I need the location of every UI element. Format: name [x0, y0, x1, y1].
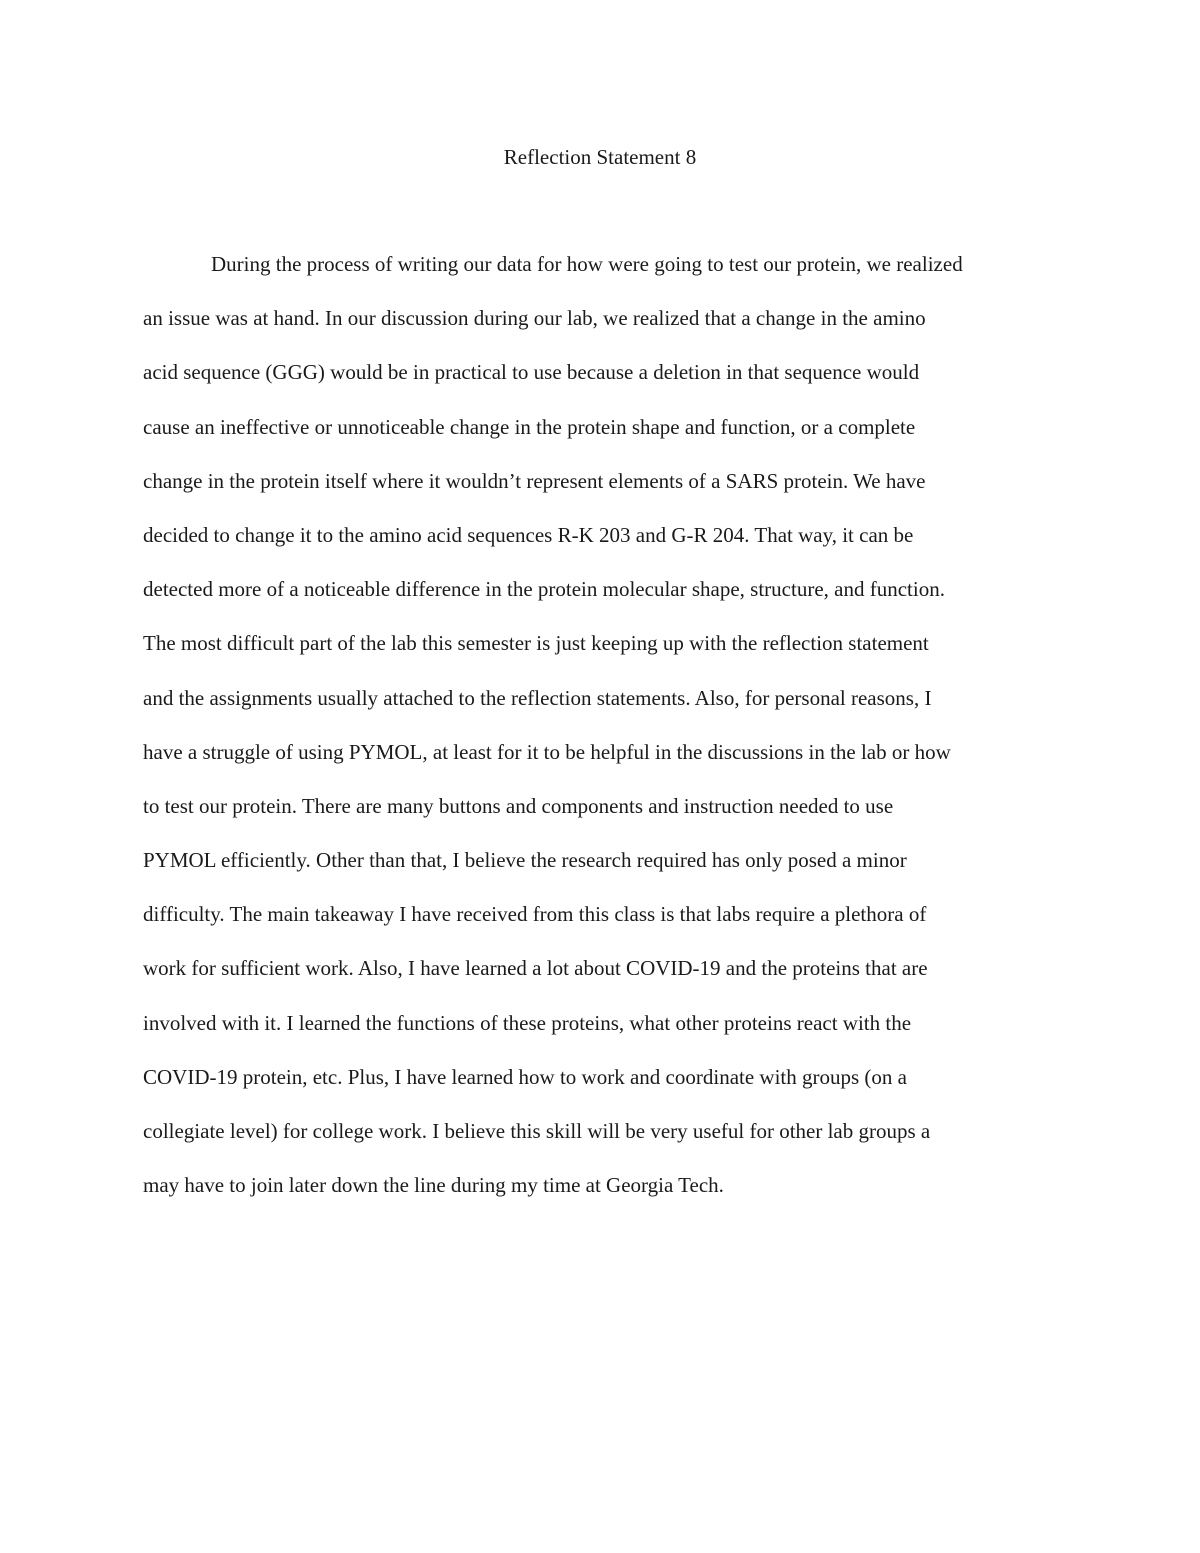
paragraph-line: to test our protein. There are many buttons and components and instruction needed to use: [143, 793, 894, 818]
paragraph-line: have a struggle of using PYMOL, at least for it to be helpful in the discussions in the lab or how: [143, 739, 951, 764]
paragraph-line: difficulty. The main takeaway I have received from this class is that labs require a plethora of: [143, 902, 927, 927]
document-title: Reflection Statement 8: [503, 145, 697, 169]
paragraph-line: The most difficult part of the lab this semester is just keeping up with the reflection statement: [143, 631, 929, 656]
paragraph-line: change in the protein itself where it wouldn’t represent elements of a SARS protein. We have: [143, 468, 926, 493]
paragraph-line: PYMOL efficiently. Other than that, I believe the research required has only posed a minor: [143, 848, 907, 873]
paragraph-line: decided to change it to the amino acid sequences R-K 203 and G-R 204. That way, it can be: [143, 522, 914, 547]
document-body: [143, 246, 1063, 1221]
paragraph-line: an issue was at hand. In our discussion during our lab, we realized that a change in the amino: [143, 306, 926, 331]
paragraph-line: detected more of a noticeable difference in the protein molecular shape, structure, and function.: [143, 577, 945, 602]
paragraph-line: and the assignments usually attached to the reflection statements. Also, for personal reasons, I: [143, 685, 932, 710]
paragraph-line: cause an ineffective or unnoticeable change in the protein shape and function, or a complete: [143, 414, 916, 439]
paragraph-line: collegiate level) for college work. I believe this skill will be very useful for other lab groups a: [143, 1119, 931, 1143]
paragraph-line: may have to join later down the line during my time at Georgia Tech.: [143, 1173, 724, 1198]
paragraph-line: acid sequence (GGG) would be in practical to use because a deletion in that sequence would: [143, 360, 920, 385]
paragraph-line: work for sufficient work. Also, I have learned a lot about COVID-19 and the proteins that are: [143, 956, 928, 981]
paragraph-line: During the process of writing our data for how were going to test our protein, we realized: [211, 252, 963, 276]
paragraph-line: COVID-19 protein, etc. Plus, I have learned how to work and coordinate with groups (on a: [143, 1064, 907, 1089]
paragraph-line: involved with it. I learned the functions of these proteins, what other proteins react with the: [143, 1010, 912, 1035]
